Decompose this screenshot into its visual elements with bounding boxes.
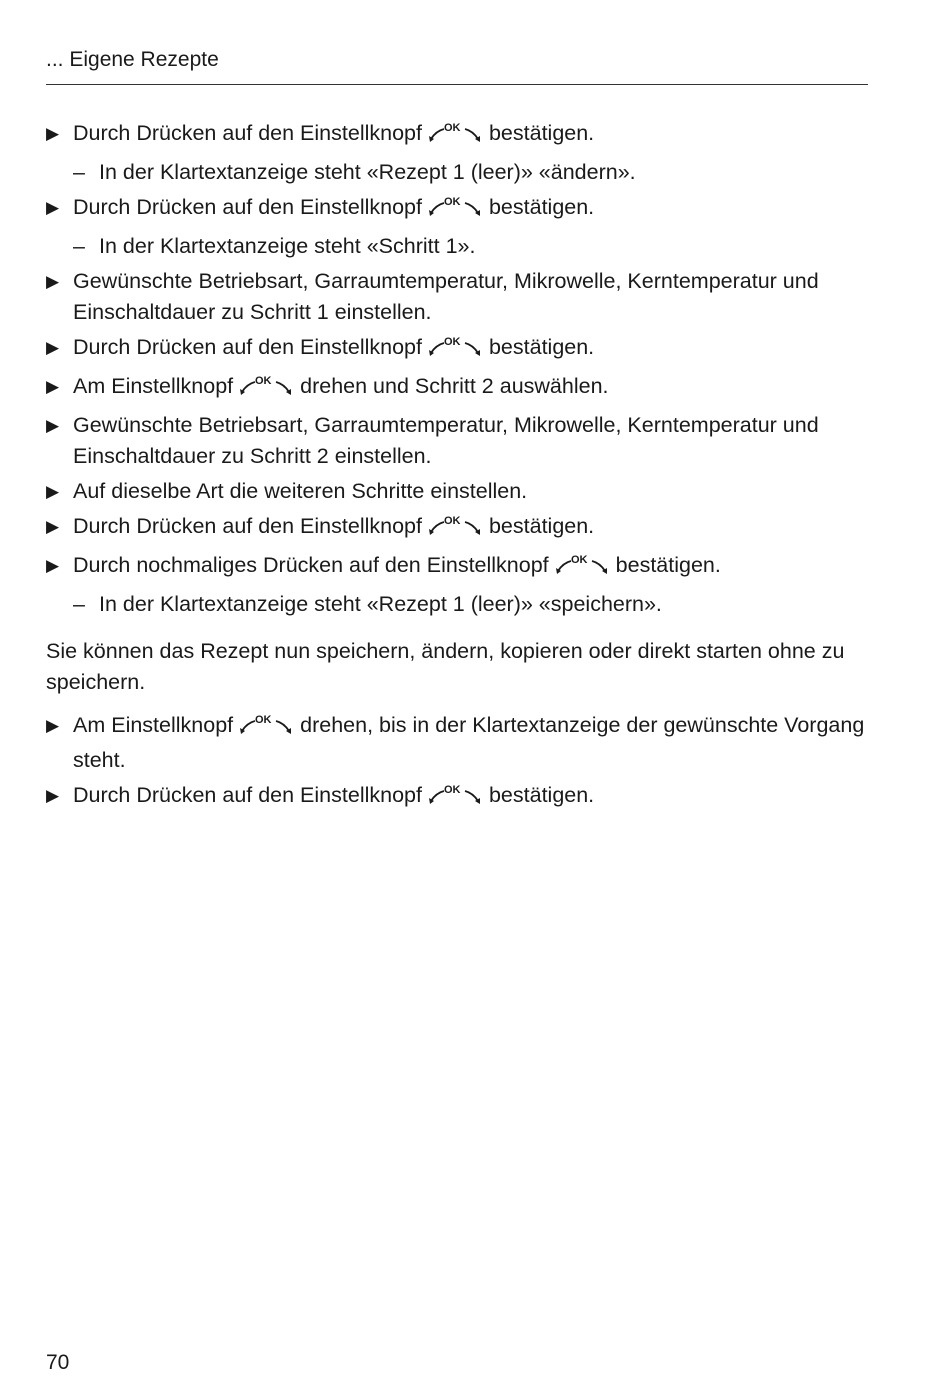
step-text: Durch Drücken auf den Einstellknopf [73,195,422,219]
svg-text:OK: OK [443,196,461,208]
step-text: drehen und Schritt 2 auswählen. [300,374,609,398]
bullet-arrow-icon: ▶ [46,786,60,805]
bullet-arrow-icon: ▶ [46,377,60,396]
step-text: bestätigen. [488,195,595,219]
step-item [46,511,868,546]
section-title: ... Eigene Rezepte [46,48,219,71]
step-text: drehen, bis in der Klartextanzeige der gewünschte Vorgang steht. [73,713,865,772]
step-text: bestätigen. [488,121,595,145]
bullet-arrow-icon: ▶ [46,482,60,501]
step-text: Am Einstellknopf [73,374,234,398]
bullet-arrow-icon: ▶ [46,338,60,357]
ok-rotary-knob-icon [427,194,483,227]
step-text: bestätigen. [615,553,721,577]
ok-rotary-knob-icon [554,552,610,585]
svg-text:OK: OK [443,336,461,348]
svg-text:OK: OK [570,554,588,566]
step-item [46,710,868,776]
step-text: bestätigen. [488,783,595,807]
step-item [46,371,868,406]
ok-rotary-knob-icon [238,712,294,745]
note-text: In der Klartextanzeige steht «Rezept 1 (leer)» «ändern». [99,160,636,184]
step-text: bestätigen. [488,514,595,538]
dash-marker: – [73,592,85,616]
svg-text:OK: OK [443,515,461,527]
step-item [46,476,868,507]
svg-text:OK: OK [255,714,272,726]
step-item [46,550,868,585]
bullet-arrow-icon: ▶ [46,716,60,735]
step-text: Auf dieselbe Art die weiteren Schritte einstellen. [73,479,528,503]
step-text: Durch nochmaliges Drücken auf den Einstellknopf [73,553,549,577]
display-note [46,231,868,262]
bullet-arrow-icon: ▶ [46,124,60,143]
svg-text:OK: OK [443,784,461,796]
step-item [46,780,868,815]
step-item [46,332,868,367]
step-text: bestätigen. [488,335,595,359]
step-text: Durch Drücken auf den Einstellknopf [73,121,422,145]
step-item [46,266,868,328]
svg-text:OK: OK [443,122,461,134]
dash-marker: – [73,160,85,184]
bullet-arrow-icon: ▶ [46,517,60,536]
ok-rotary-knob-icon [427,782,483,815]
step-item [46,192,868,227]
ok-rotary-knob-icon [427,513,483,546]
step-text: Am Einstellknopf [73,713,234,737]
note-text: In der Klartextanzeige steht «Rezept 1 (leer)» «speichern». [99,592,662,616]
display-note [46,157,868,188]
bullet-arrow-icon: ▶ [46,416,60,435]
page-number: 70 [46,1351,70,1374]
bullet-arrow-icon: ▶ [46,272,60,291]
note-text: In der Klartextanzeige steht «Schritt 1». [99,234,476,258]
svg-text:OK: OK [255,375,272,387]
step-text: Gewünschte Betriebsart, Garraumtemperatur, Mikrowelle, Kerntemperatur und Einschaltdauer zu Schritt 2 einstellen. [73,413,819,468]
bullet-arrow-icon: ▶ [46,556,60,575]
step-text: Durch Drücken auf den Einstellknopf [73,514,422,538]
instruction-list [46,114,868,815]
ok-rotary-knob-icon [427,120,483,153]
page-header [46,46,868,85]
step-text: Durch Drücken auf den Einstellknopf [73,783,422,807]
step-item [46,410,868,472]
step-text: Durch Drücken auf den Einstellknopf [73,335,422,359]
step-text: Gewünschte Betriebsart, Garraumtemperatur, Mikrowelle, Kerntemperatur und Einschaltdauer zu Schritt 1 einstellen. [73,269,819,324]
bullet-arrow-icon: ▶ [46,198,60,217]
ok-rotary-knob-icon [427,334,483,367]
display-note [46,589,868,620]
dash-marker: – [73,234,85,258]
step-item [46,118,868,153]
ok-rotary-knob-icon [238,373,294,406]
info-paragraph: Sie können das Rezept nun speichern, ändern, kopieren oder direkt starten ohne zu speichern. [46,639,845,694]
